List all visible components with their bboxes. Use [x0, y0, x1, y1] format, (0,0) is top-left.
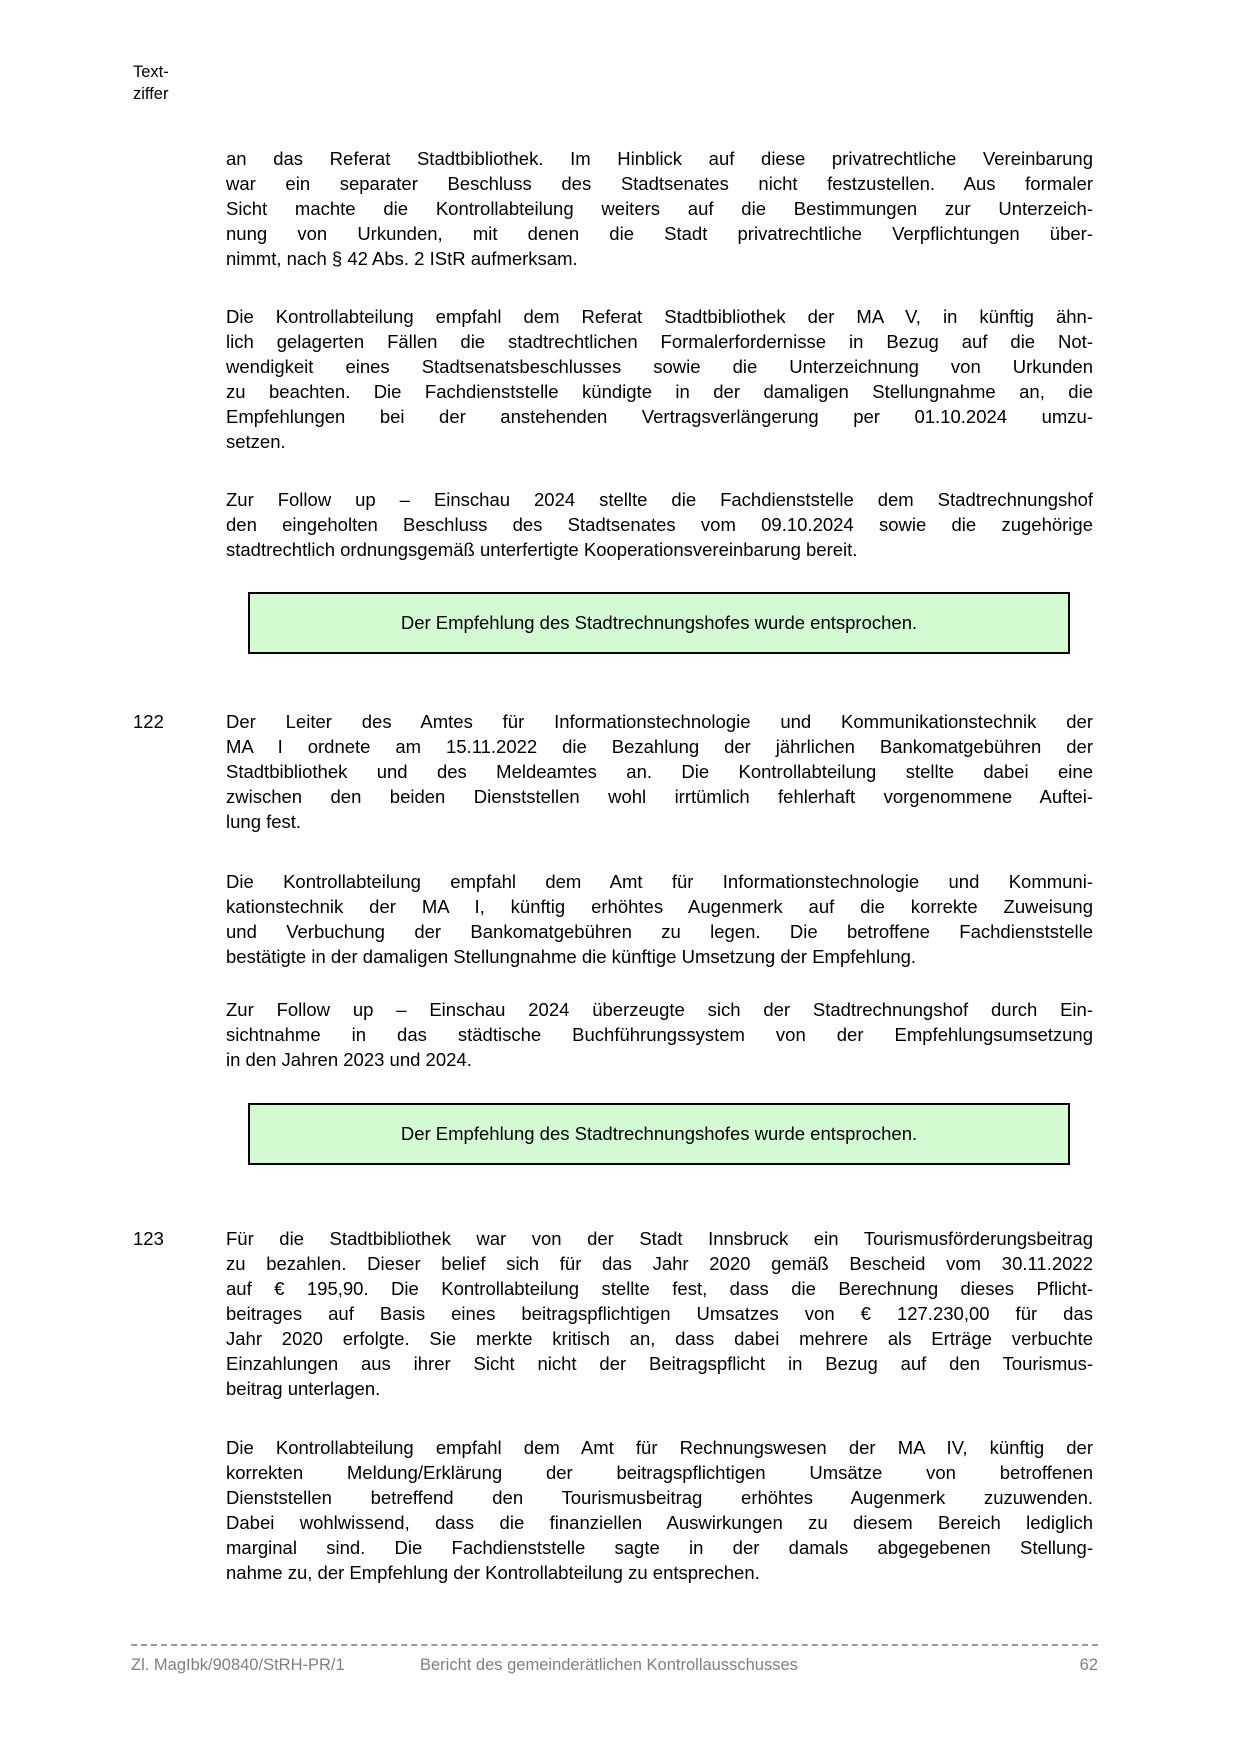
- text-line: beitrag unterlagen.: [226, 1378, 381, 1399]
- text-line: nahme zu, der Empfehlung der Kontrollabteilung zu entsprechen.: [226, 1562, 760, 1583]
- text-line: kationstechnik der MA I, künftig erhöhtes Augenmerk auf die korrekte Zuweisung: [226, 896, 1093, 917]
- text-line: marginal sind. Die Fachdienststelle sagte in der damals abgegebenen Stellung-: [226, 1537, 1093, 1558]
- textziffer-label-line2: ziffer: [133, 85, 169, 103]
- textziffer-label-line1: Text-: [133, 63, 169, 81]
- text-line: Empfehlungen bei der anstehenden Vertragsverlängerung per 01.10.2024 umzu-: [226, 406, 1093, 427]
- text-line: Die Kontrollabteilung empfahl dem Amt für Rechnungswesen der MA IV, künftig der: [226, 1437, 1093, 1458]
- text-line: lung fest.: [226, 811, 302, 832]
- paragraph: [226, 487, 1093, 562]
- textziffer-column-label: [133, 61, 169, 105]
- text-line: zwischen den beiden Dienststellen wohl irrtümlich fehlerhaft vorgenommene Auftei-: [226, 786, 1093, 807]
- text-line: zu bezahlen. Dieser belief sich für das Jahr 2020 gemäß Bescheid vom 30.11.2022: [226, 1253, 1093, 1274]
- recommendation-status-box: [248, 592, 1070, 654]
- text-line: stadtrechtlich ordnungsgemäß unterfertigte Kooperationsvereinbarung bereit.: [226, 539, 858, 560]
- footer-page-number: 62: [1079, 1656, 1098, 1674]
- text-line: Einzahlungen aus ihrer Sicht nicht der Beitragspflicht in Bezug auf den Tourismus-: [226, 1353, 1093, 1374]
- recommendation-status-text: Der Empfehlung des Stadtrechnungshofes wurde entsprochen.: [400, 1123, 918, 1144]
- paragraph: [226, 997, 1093, 1072]
- text-line: an das Referat Stadtbibliothek. Im Hinblick auf diese privatrechtliche Vereinbarung: [226, 148, 1093, 169]
- text-line: und Verbuchung der Bankomatgebühren zu legen. Die betroffene Fachdienststelle: [226, 921, 1093, 942]
- text-line: Zur Follow up – Einschau 2024 stellte die Fachdienststelle dem Stadtrechnungshof: [226, 489, 1093, 510]
- text-line: zu beachten. Die Fachdienststelle kündigte in der damaligen Stellungnahme an, die: [226, 381, 1093, 402]
- section-number-122: 122: [133, 711, 164, 732]
- text-line: nung von Urkunden, mit denen die Stadt privatrechtliche Verpflichtungen über-: [226, 223, 1093, 244]
- text-line: Der Leiter des Amtes für Informationstechnologie und Kommunikationstechnik der: [226, 711, 1093, 732]
- text-line: korrekten Meldung/Erklärung der beitragspflichtigen Umsätze von betroffenen: [226, 1462, 1093, 1483]
- text-line: wendigkeit eines Stadtsenatsbeschlusses sowie die Unterzeichnung von Urkunden: [226, 356, 1093, 377]
- paragraph: [226, 1435, 1093, 1585]
- paragraph: [226, 146, 1093, 271]
- text-line: war ein separater Beschluss des Stadtsenates nicht festzustellen. Aus formaler: [226, 173, 1093, 194]
- paragraph: [226, 1226, 1093, 1401]
- text-line: den eingeholten Beschluss des Stadtsenates vom 09.10.2024 sowie die zugehörige: [226, 514, 1093, 535]
- text-line: nimmt, nach § 42 Abs. 2 IStR aufmerksam.: [226, 248, 578, 269]
- text-line: sichtnahme in das städtische Buchführungssystem von der Empfehlungsumsetzung: [226, 1024, 1093, 1045]
- text-line: Dienststellen betreffend den Tourismusbeitrag erhöhtes Augenmerk zuzuwenden.: [226, 1487, 1093, 1508]
- text-line: beitrages auf Basis eines beitragspflichtigen Umsatzes von € 127.230,00 für das: [226, 1303, 1093, 1324]
- recommendation-status-box: [248, 1103, 1070, 1165]
- text-line: bestätigte in der damaligen Stellungnahme die künftige Umsetzung der Empfehlung.: [226, 946, 917, 967]
- footer-reference-number: Zl. MagIbk/90840/StRH-PR/1: [131, 1656, 345, 1674]
- text-line: Sicht machte die Kontrollabteilung weiters auf die Bestimmungen zur Unterzeich-: [226, 198, 1093, 219]
- footer-report-title: Bericht des gemeinderätlichen Kontrollausschusses: [420, 1656, 798, 1674]
- text-line: in den Jahren 2023 und 2024.: [226, 1049, 472, 1070]
- text-line: Dabei wohlwissend, dass die finanziellen Auswirkungen zu diesem Bereich lediglich: [226, 1512, 1093, 1533]
- section-number-123: 123: [133, 1228, 164, 1249]
- paragraph: [226, 304, 1093, 454]
- text-line: MA I ordnete am 15.11.2022 die Bezahlung der jährlichen Bankomatgebühren der: [226, 736, 1093, 757]
- text-line: Für die Stadtbibliothek war von der Stadt Innsbruck ein Tourismusförderungsbeitrag: [226, 1228, 1093, 1249]
- text-line: Stadtbibliothek und des Meldeamtes an. Die Kontrollabteilung stellte dabei eine: [226, 761, 1093, 782]
- text-line: Zur Follow up – Einschau 2024 überzeugte sich der Stadtrechnungshof durch Ein-: [226, 999, 1093, 1020]
- text-line: setzen.: [226, 431, 286, 452]
- text-line: auf € 195,90. Die Kontrollabteilung stellte fest, dass die Berechnung dieses Pflicht-: [226, 1278, 1093, 1299]
- text-line: lich gelagerten Fällen die stadtrechtlichen Formalerfordernisse in Bezug auf die Not-: [226, 331, 1093, 352]
- paragraph: [226, 709, 1093, 834]
- footer-dashed-divider: [131, 1644, 1098, 1646]
- text-line: Jahr 2020 erfolgte. Sie merkte kritisch an, dass dabei mehrere als Erträge verbuchte: [226, 1328, 1093, 1349]
- page-footer: [131, 1656, 1098, 1678]
- recommendation-status-text: Der Empfehlung des Stadtrechnungshofes wurde entsprochen.: [400, 612, 918, 633]
- text-line: Die Kontrollabteilung empfahl dem Referat Stadtbibliothek der MA V, in künftig ähn-: [226, 306, 1093, 327]
- text-line: Die Kontrollabteilung empfahl dem Amt für Informationstechnologie und Kommuni-: [226, 871, 1093, 892]
- paragraph: [226, 869, 1093, 969]
